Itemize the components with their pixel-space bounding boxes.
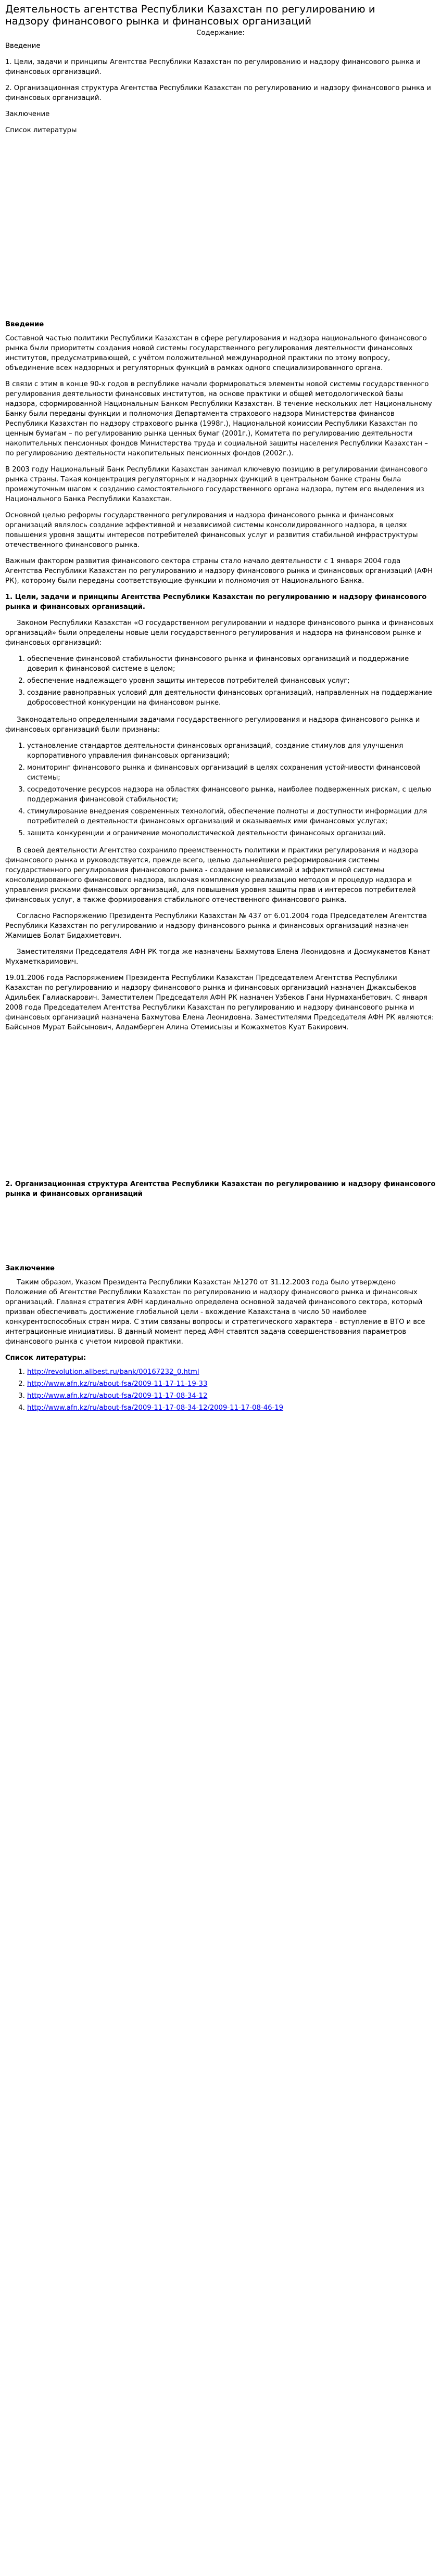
conclusion-text: Таким образом, Указом Президента Республики Казахстан №1270 от 31.12.2003 года было утверждено Положение об Агентстве Республики Казахстан по регулированию и надзору финансового рынка и финансовых организаций. Главная стратегия АФН кардинально определена основной задачей финансового сектора, который призван обеспечивать достижение глобальной цели - вхождение Казахстана в число 50 наиболее конкурентоспособных стран мира. С этим связаны вопросы и стратегического характера - вступление в ВТО и все интеграционные инициативы. В данный момент перед АФН ставятся задача совершенствования параметров финансового рынка с учетом мировой практики.: [5, 1279, 425, 1346]
references-list: [5, 1367, 436, 1413]
blank-space: [5, 1201, 436, 1264]
section1-paragraph: Законодательно определенными задачами государственного регулирования и надзора финансового рынка и финансовых организаций были признаны:: [5, 716, 420, 734]
document-title: Деятельность агентства Республики Казахстан по регулированию и надзору финансового рынка и финансовых организаций: [5, 3, 375, 27]
task-item: 2. мониторинг финансового рынка и финансовых организаций в целях сохранения устойчивости финансовой системы;: [27, 763, 436, 783]
toc-item-references: Список литературы: [5, 126, 77, 134]
reference-item: [27, 1391, 436, 1401]
task-item: 1. установление стандартов деятельности финансовых организаций, создание стимулов для улучшения корпоративного управления финансовых организаций;: [27, 741, 436, 761]
intro-paragraph: В связи с этим в конце 90-х годов в республике начали формироваться элементы новой системы государственного регулирования деятельности финансовых институтов, на основе практики и общей методологической базы надзора, сформированной Национальным Банком Республики Казахстан. В течение нескольких лет Национальному Банку были переданы функции и полномочия Департамента страхового надзора Министерства финансов Республики Казахстан по надзору страхового рынка (1998г.), Национальной комиссии Республики Казахстан по ценным бумагам – по регулированию рынка ценных бумаг (2001г.), Комитета по регулированию деятельности накопительных пенсионных фондов Министерства труда и социальной защиты населения Республики Казахстан – по регулированию деятельности накопительных пенсионных фондов (2002г.).: [5, 380, 432, 457]
reference-item: [27, 1403, 436, 1413]
section1-paragraph: Согласно Распоряжению Президента Республики Казахстан № 437 от 6.01.2004 года Председателем Агентства Республики Казахстан по регулированию и надзору финансового рынка и финансовых организаций назначен Жамишев Болат Бидахметович.: [5, 912, 427, 940]
intro-heading: Введение: [5, 321, 44, 328]
toc-item-conclusion: Заключение: [5, 110, 50, 118]
task-item: 5. защита конкуренции и ограничение монополистической деятельности финансовых организаций.: [27, 828, 436, 838]
blank-space: [5, 142, 436, 320]
section1-paragraph: В своей деятельности Агентство сохранило преемственность политики и практики регулирования и надзора финансового рынка и руководствуется, прежде всего, целью дальнейшего реформирования системы государственного регулирования финансового рынка - создание независимой и эффективной системы консолидированного финансового надзора, включая комплексную реализацию методов и процедур надзора и управления рисками финансовых организаций, для повышения уровня защиты прав и интересов потребителей финансовых услуг, а также формирования стабильного отечественного финансового рынка.: [5, 847, 419, 904]
reference-link[interactable]: http://www.afn.kz/ru/about-fsa/2009-11-17-08-34-12/2009-11-17-08-46-19: [27, 1404, 284, 1412]
section2-heading: 2. Организационная структура Агентства Республики Казахстан по регулированию и надзору финансового рынка и финансовых организаций: [5, 1180, 436, 1198]
section1-paragraph: Заместителями Председателя АФН РК тогда же назначены Бахмутова Елена Леонидовна и Досмукаметов Канат Мухаметкаримович.: [5, 948, 431, 966]
goals-list: [5, 654, 436, 708]
section1-heading: 1. Цели, задачи и принципы Агентства Республики Казахстан по регулированию и надзору финансового рынка и финансовых организаций.: [5, 593, 427, 611]
toc-heading: Содержание:: [196, 29, 245, 37]
goal-item: 2. обеспечение надлежащего уровня защиты интересов потребителей финансовых услуг;: [27, 676, 436, 686]
goal-item: 1. обеспечение финансовой стабильности финансового рынка и финансовых организаций и поддержание доверия к финансовой системе в целом;: [27, 654, 436, 674]
task-item: 4. стимулирование внедрения современных технологий, обеспечение полноты и доступности информации для потребителей о деятельности финансовых организаций и оказываемых ими финансовых услугах;: [27, 807, 436, 826]
tasks-list: [5, 741, 436, 838]
conclusion-heading: Заключение: [5, 1265, 55, 1272]
section1-paragraph: Законом Республики Казахстан «О государственном регулировании и надзоре финансового рынка и финансовых организаций» были определены новые цели государственного регулирования и надзора на финансовом рынке и финансовых организаций:: [5, 619, 434, 647]
intro-paragraph: Основной целью реформы государственного регулирования и надзора финансового рынка и финансовых организаций являлось создание эффективной и независимой системы консолидированного надзора, в целях повышения уровня защиты интересов потребителей финансовых услуг и развития стабильной инфраструктуры отечественного финансового рынка.: [5, 512, 418, 549]
references-heading: Список литературы:: [5, 1354, 86, 1362]
intro-paragraph: В 2003 году Национальный Банк Республики Казахстан занимал ключевую позицию в регулировании финансового рынка страны. Такая концентрация регуляторных и надзорных функций в центральном банке страны была промежуточным шагом к созданию самостоятельного государственного органа надзора, путем его выделения из Национального Банка Республики Казахстан.: [5, 466, 428, 503]
reference-link[interactable]: http://www.afn.kz/ru/about-fsa/2009-11-17-11-19-33: [27, 1380, 208, 1388]
toc-item-section1: 1. Цели, задачи и принципы Агентства Республики Казахстан по регулированию и надзору финансового рынка и финансовых организаций.: [5, 58, 421, 76]
blank-space: [5, 1039, 436, 1179]
section1-paragraph: 19.01.2006 года Распоряжением Президента Республики Казахстан Председателем Агентства Республики Казахстан по регулированию и надзору финансового рынка и финансовых организаций назначен Джаксыбеков Адильбек Галиаскарович. Заместителем Председателя АФН РК назначен Узбеков Гани Нурмаханбетович. С января 2008 года Председателем Агентства Республики Казахстан по регулированию и надзору финансового рынка и финансовых организаций назначена Бахмутова Елена Леонидовна. Заместителями Председателя АФН РК являются: Байсынов Мурат Байсынович, Алдамберген Алина Отемисызы и Кожахметов Куат Бакирович.: [5, 974, 434, 1031]
reference-item: [27, 1367, 436, 1377]
reference-link[interactable]: http://revolution.allbest.ru/bank/00167232_0.html: [27, 1368, 199, 1376]
task-item: 3. сосредоточение ресурсов надзора на областях финансового рынка, наиболее подверженных рискам, с целью поддержания финансовой стабильности;: [27, 785, 436, 805]
toc-item-intro: Введение: [5, 42, 41, 50]
intro-paragraph: Важным фактором развития финансового сектора страны стало начало деятельности с 1 января 2004 года Агентства Республики Казахстан по регулированию и надзору финансового рынка и финансовых организаций (АФН РК), которому были переданы соответствующие функции и полномочия от Национального Банка.: [5, 557, 433, 585]
reference-link[interactable]: http://www.afn.kz/ru/about-fsa/2009-11-17-08-34-12: [27, 1392, 208, 1400]
goal-item: 3. создание равноправных условий для деятельности финансовых организаций, направленных на поддержание добросовестной конкуренции на финансовом рынке.: [27, 688, 436, 708]
toc-item-section2: 2. Организационная структура Агентства Республики Казахстан по регулированию и надзору финансового рынка и финансовых организаций.: [5, 84, 431, 102]
intro-paragraph: Составной частью политики Республики Казахстан в сфере регулирования и надзора национального финансового рынка были приоритеты создания новой системы государственного регулирования деятельности финансовых институтов, предусматривающей, с учётом положительной международной практики по этому вопросу, объединение всех надзорных и регуляторных функций в рамках одного специализированного органа.: [5, 335, 427, 372]
spacer: [5, 614, 436, 618]
reference-item: [27, 1379, 436, 1389]
